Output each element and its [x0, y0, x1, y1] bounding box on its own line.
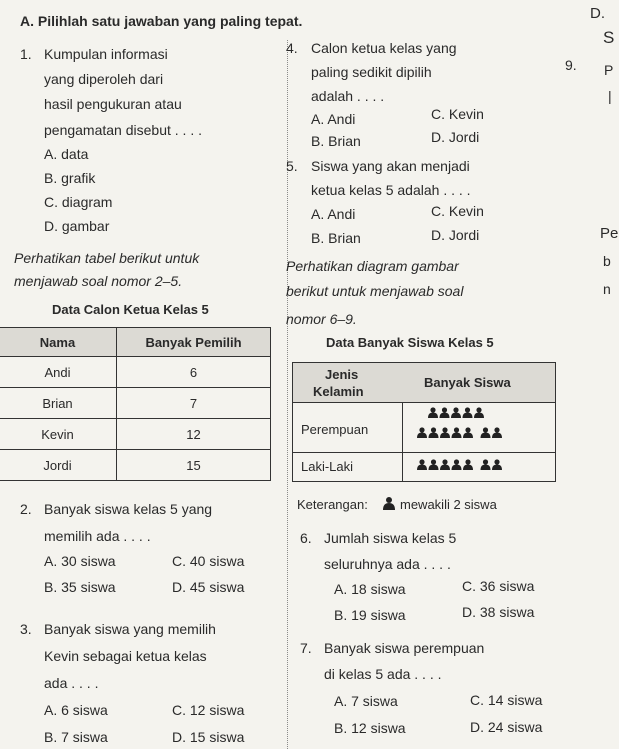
- q4-text-line: adalah . . . .: [311, 88, 385, 104]
- q3-number: 3.: [20, 621, 32, 637]
- edge-mark-s: S: [603, 28, 615, 47]
- person-icon: [463, 427, 473, 438]
- q2-option-b[interactable]: B. 35 siswa: [44, 579, 116, 595]
- q3-text-line: ada . . . .: [44, 675, 99, 691]
- pictogram-header-count-label: Banyak Siswa: [424, 375, 511, 390]
- q5-option-b[interactable]: B. Brian: [311, 230, 361, 246]
- q7-option-c[interactable]: C. 14 siswa: [470, 692, 543, 708]
- q6-option-a[interactable]: A. 18 siswa: [334, 581, 406, 597]
- table-cell-value: 6: [117, 357, 271, 388]
- edge-mark-9: 9.: [565, 57, 577, 73]
- q4-option-a[interactable]: A. Andi: [311, 111, 356, 127]
- table-cell-name: Andi: [0, 357, 117, 388]
- q1-option-b[interactable]: B. grafik: [44, 170, 96, 186]
- q6-option-d[interactable]: D. 38 siswa: [462, 604, 535, 620]
- person-icon: [451, 407, 461, 418]
- person-icon: [492, 459, 502, 470]
- diagram-intro-line: Perhatikan diagram gambar: [286, 258, 459, 274]
- q7-option-a[interactable]: A. 7 siswa: [334, 693, 398, 709]
- q3-option-d[interactable]: D. 15 siswa: [172, 729, 245, 745]
- person-icon: [429, 427, 439, 438]
- diagram-intro-line: berikut untuk menjawab soal: [286, 283, 464, 299]
- q5-number: 5.: [286, 158, 298, 174]
- q2-option-c[interactable]: C. 40 siswa: [172, 553, 245, 569]
- pictogram-header-jenis-line: Jenis: [325, 367, 359, 382]
- pictogram-table: [292, 362, 556, 482]
- table-cell-value: 12: [117, 419, 271, 450]
- table-row: [0, 357, 271, 388]
- person-icon: [481, 459, 491, 470]
- q4-option-c[interactable]: C. Kevin: [431, 106, 484, 122]
- person-icon: [452, 427, 462, 438]
- q2-option-a[interactable]: A. 30 siswa: [44, 553, 116, 569]
- q2-text-line: Banyak siswa kelas 5 yang: [44, 501, 213, 517]
- q6-option-b[interactable]: B. 19 siswa: [334, 607, 406, 623]
- edge-mark-d: D.: [590, 5, 605, 22]
- person-icon: [481, 427, 491, 438]
- q4-number: 4.: [286, 40, 298, 56]
- table-cell-value: 7: [117, 388, 271, 419]
- q7-text-line: di kelas 5 ada . . . .: [324, 666, 442, 682]
- q4-option-b[interactable]: B. Brian: [311, 133, 361, 149]
- person-icon: [417, 427, 427, 438]
- person-icon: [429, 459, 439, 470]
- q1-text-line: pengamatan disebut . . . .: [44, 122, 202, 138]
- person-icon: [417, 459, 427, 470]
- table-row: [0, 388, 271, 419]
- q6-text-line: seluruhnya ada . . . .: [324, 556, 451, 572]
- person-icon: [492, 427, 502, 438]
- q3-option-c[interactable]: C. 12 siswa: [172, 702, 245, 718]
- table-header-votes: Banyak Pemilih: [117, 328, 271, 357]
- q4-option-d[interactable]: D. Jordi: [431, 129, 480, 145]
- q2-text-line: memilih ada . . . .: [44, 528, 151, 544]
- person-icon: [440, 407, 450, 418]
- table-row: [0, 450, 271, 481]
- q5-text-line: Siswa yang akan menjadi: [311, 158, 470, 174]
- q5-text-line: ketua kelas 5 adalah . . . .: [311, 182, 471, 198]
- q3-option-b[interactable]: B. 7 siswa: [44, 729, 108, 745]
- edge-mark-p: P: [604, 62, 614, 78]
- table-intro-line: Perhatikan tabel berikut untuk: [14, 250, 200, 266]
- person-icon: [463, 459, 473, 470]
- table-cell-name: Jordi: [0, 450, 117, 481]
- edge-mark-bar: |: [608, 88, 612, 104]
- column-divider: [287, 40, 288, 749]
- q1-text-line: Kumpulan informasi: [44, 46, 168, 62]
- q7-text-line: Banyak siswa perempuan: [324, 640, 485, 656]
- pictogram-header-jenis-line: Kelamin: [313, 384, 364, 399]
- q2-option-d[interactable]: D. 45 siswa: [172, 579, 245, 595]
- person-icon: [474, 407, 484, 418]
- q7-number: 7.: [300, 640, 312, 656]
- q7-option-d[interactable]: D. 24 siswa: [470, 719, 543, 735]
- person-icon: [382, 496, 396, 510]
- q1-number: 1.: [20, 46, 32, 62]
- person-icon: [440, 427, 450, 438]
- pictogram-row-label: Perempuan: [301, 422, 369, 437]
- edge-mark-pe: Pe: [600, 225, 619, 242]
- q5-option-a[interactable]: A. Andi: [311, 206, 356, 222]
- person-icon: [440, 459, 450, 470]
- q7-option-b[interactable]: B. 12 siswa: [334, 720, 406, 736]
- pictogram-icons: [293, 363, 557, 483]
- q2-number: 2.: [20, 501, 32, 517]
- q1-option-d[interactable]: D. gambar: [44, 218, 110, 234]
- legend-value: mewakili 2 siswa: [400, 497, 497, 512]
- table-cell-name: Kevin: [0, 419, 117, 450]
- edge-mark-b: b: [603, 253, 611, 269]
- diagram-intro-line: nomor 6–9.: [286, 311, 357, 327]
- table-intro-line: menjawab soal nomor 2–5.: [14, 273, 183, 289]
- pictogram-title: Data Banyak Siswa Kelas 5: [326, 335, 494, 350]
- q1-text-line: hasil pengukuran atau: [44, 96, 182, 112]
- table-row: [0, 419, 271, 450]
- q1-text-line: yang diperoleh dari: [44, 71, 164, 87]
- person-icon: [428, 407, 438, 418]
- q1-option-a[interactable]: A. data: [44, 146, 89, 162]
- person-icon: [452, 459, 462, 470]
- section-title: A. Pilihlah satu jawaban yang paling tepat.: [20, 13, 303, 29]
- q6-text-line: Jumlah siswa kelas 5: [324, 530, 457, 546]
- edge-mark-n: n: [603, 281, 611, 297]
- table-cell-name: Brian: [0, 388, 117, 419]
- table-cell-value: 15: [117, 450, 271, 481]
- q4-text-line: paling sedikit dipilih: [311, 64, 432, 80]
- table-title: Data Calon Ketua Kelas 5: [52, 302, 209, 317]
- q4-text-line: Calon ketua kelas yang: [311, 40, 457, 56]
- table-header-name: Nama: [0, 328, 117, 357]
- q3-text-line: Banyak siswa yang memilih: [44, 621, 216, 637]
- q5-option-c[interactable]: C. Kevin: [431, 203, 484, 219]
- pictogram-row-label: Laki-Laki: [301, 459, 354, 474]
- q5-option-d[interactable]: D. Jordi: [431, 227, 480, 243]
- q6-number: 6.: [300, 530, 312, 546]
- legend-label: Keterangan:: [297, 497, 368, 512]
- q6-option-c[interactable]: C. 36 siswa: [462, 578, 535, 594]
- q3-option-a[interactable]: A. 6 siswa: [44, 702, 108, 718]
- q1-option-c[interactable]: C. diagram: [44, 194, 113, 210]
- person-icon: [463, 407, 473, 418]
- q3-text-line: Kevin sebagai ketua kelas: [44, 648, 207, 664]
- candidate-table: [0, 327, 271, 481]
